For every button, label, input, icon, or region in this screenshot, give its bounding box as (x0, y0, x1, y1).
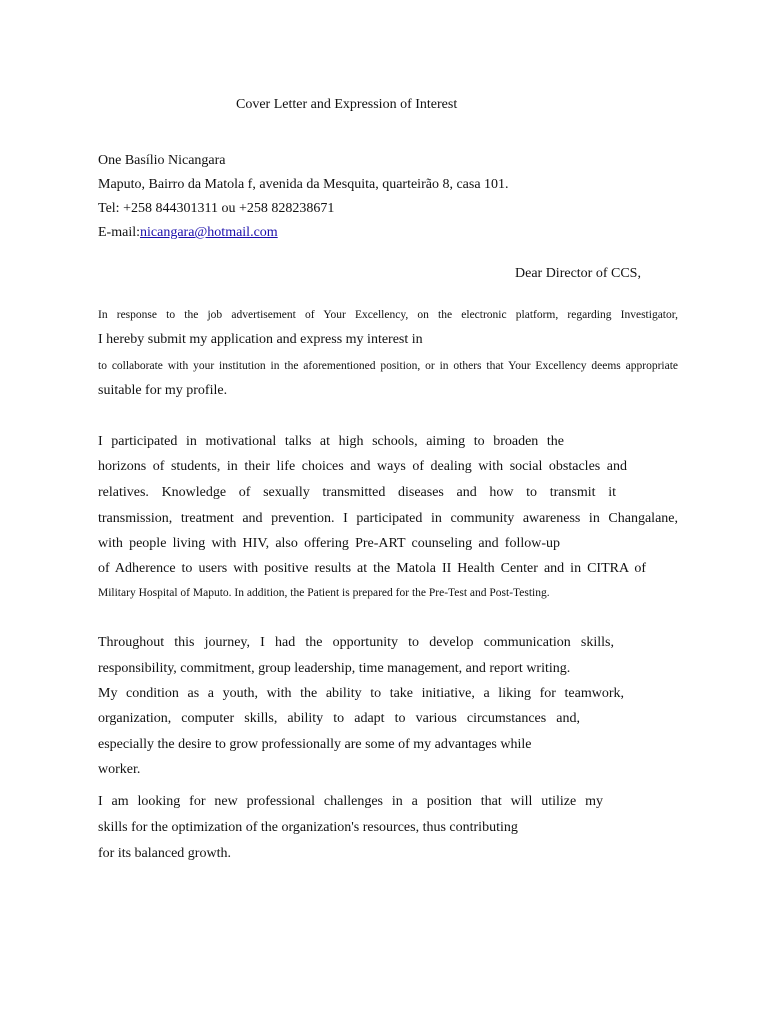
experience-line: of Adherence to users with positive results at the Matola II Health Center and in CITRA of (98, 561, 646, 576)
experience-line: relatives. Knowledge of sexually transmitted diseases and how to transmit it (98, 485, 616, 500)
sender-email-line (98, 224, 278, 242)
sender-name: One Basílio Nicangara (98, 153, 226, 168)
experience-line: Military Hospital of Maputo. In addition, the Patient is prepared for the Pre-Test and Post-Testing. (98, 587, 550, 599)
intro-line: I hereby submit my application and express my interest in (98, 332, 423, 347)
sender-phone: Tel: +258 844301311 ou +258 828238671 (98, 201, 335, 216)
skills-line: Throughout this journey, I had the opportunity to develop communication skills, (98, 635, 614, 650)
letter-title: Cover Letter and Expression of Interest (236, 97, 458, 112)
skills-line: responsibility, commitment, group leadership, time management, and report writing. (98, 661, 571, 676)
closing-line: for its balanced growth. (98, 846, 231, 861)
experience-line: transmission, treatment and prevention. I participated in community awareness in Changalane, (98, 511, 678, 526)
intro-line: In response to the job advertisement of Your Excellency, on the electronic platform, regarding Investigator, (98, 309, 678, 321)
experience-line: horizons of students, in their life choices and ways of dealing with social obstacles and (98, 459, 627, 474)
skills-line: worker. (98, 762, 141, 777)
intro-line: to collaborate with your institution in the aforementioned position, or in others that Your Excellency deems appropriate (98, 360, 678, 372)
email-link[interactable]: nicangara@hotmail.com (140, 225, 278, 240)
skills-line: organization, computer skills, ability to adapt to various circumstances and, (98, 711, 580, 726)
skills-line: My condition as a youth, with the ability to take initiative, a liking for teamwork, (98, 686, 624, 701)
closing-line: I am looking for new professional challenges in a position that will utilize my (98, 794, 603, 809)
sender-address: Maputo, Bairro da Matola f, avenida da Mesquita, quarteirão 8, casa 101. (98, 177, 509, 192)
salutation: Dear Director of CCS, (515, 266, 641, 281)
email-label: E-mail: (98, 225, 140, 240)
skills-line: especially the desire to grow professionally are some of my advantages while (98, 737, 532, 752)
intro-line: suitable for my profile. (98, 383, 228, 398)
experience-line: I participated in motivational talks at high schools, aiming to broaden the (98, 434, 564, 449)
experience-line: with people living with HIV, also offering Pre-ART counseling and follow-up (98, 536, 560, 551)
closing-line: skills for the optimization of the organization's resources, thus contributing (98, 820, 518, 835)
